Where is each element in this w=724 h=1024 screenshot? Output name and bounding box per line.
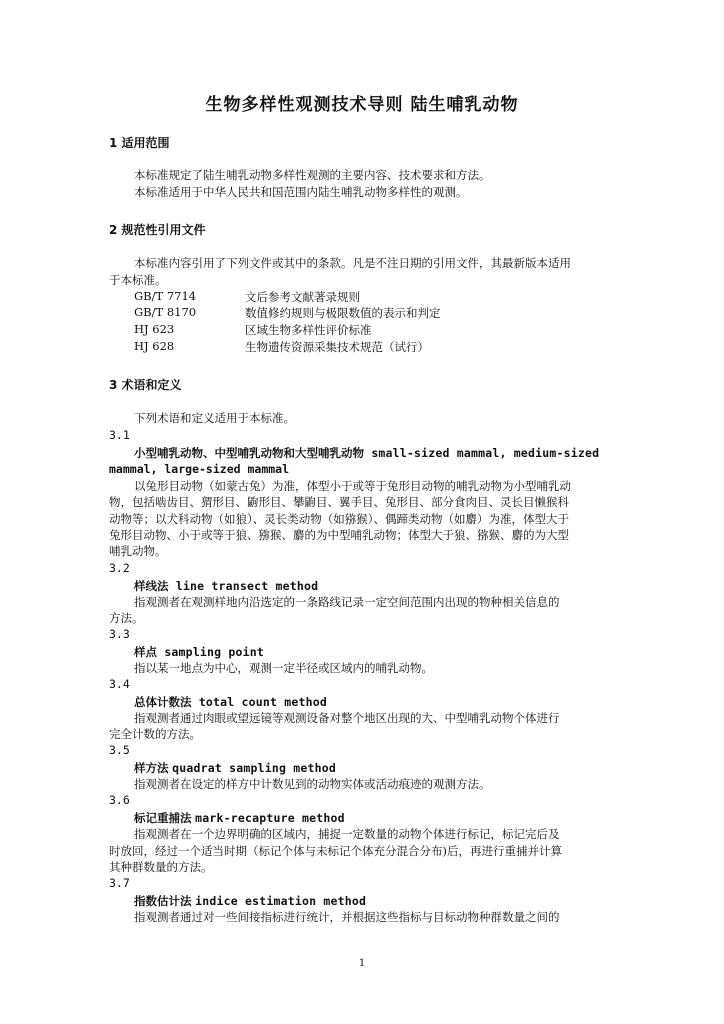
term-chinese: 样点	[134, 645, 157, 659]
term-english-continued: mammal, large-sized mammal	[109, 462, 290, 476]
term-chinese: 标记重捕法	[134, 811, 192, 825]
reference-code: HJ 628	[134, 339, 175, 353]
term-number: 3.2	[109, 561, 130, 575]
term-title	[134, 810, 345, 826]
reference-name: 生物遗传资源采集技术规范（试行）	[245, 340, 429, 354]
term-english: quadrat sampling method	[172, 761, 336, 775]
page-title: 生物多样性观测技术导则 陆生哺乳动物	[205, 95, 519, 115]
reference-code: GB/T 7714	[134, 289, 197, 303]
term-chinese: 总体计数法	[134, 695, 192, 709]
definition-line: 指以某一地点为中心，观测一定半径或区域内的哺乳动物。	[134, 661, 433, 675]
term-chinese: 样线法	[134, 579, 169, 593]
definition-line: 哺乳动物。	[109, 544, 167, 558]
reference-code: GB/T 8170	[134, 305, 197, 319]
term-number: 3.4	[109, 677, 130, 691]
definition-line: 时放回，经过一个适当时期（标记个体与未标记个体充分混合分布)后，再进行重捕并计算	[109, 844, 562, 858]
definition-line: 以兔形目动物（如蒙古兔）为准，体型小于或等于兔形目动物的哺乳动物为小型哺乳动	[134, 479, 571, 493]
reference-name: 文后参考文献著录规则	[245, 290, 360, 304]
reference-code: HJ 623	[134, 322, 175, 336]
paragraph: 本标准适用于中华人民共和国范围内陆生哺乳动物多样性的观测。	[134, 185, 468, 199]
term-number: 3.3	[109, 627, 130, 641]
paragraph: 本标准内容引用了下列文件或其中的条款。凡是不注日期的引用文件，其最新版本适用	[134, 256, 571, 270]
section-heading-2: 2 规范性引用文件	[109, 223, 206, 237]
term-title	[134, 760, 336, 776]
term-english: sampling point	[164, 645, 265, 659]
term-title	[134, 578, 318, 594]
term-title	[134, 445, 599, 461]
paragraph: 于本标准。	[109, 273, 167, 287]
term-number: 3.1	[109, 428, 130, 442]
page-number: 1	[358, 958, 366, 969]
definition-line: 指观测者在一个边界明确的区域内，捕捉一定数量的动物个体进行标记，标记完后及	[134, 827, 560, 841]
term-english: indice estimation method	[195, 894, 367, 908]
definition-line: 其种群数量的方法。	[109, 860, 213, 874]
definition-line: 指观测者通过肉眼或望远镜等观测设备对整个地区出现的大、中型哺乳动物个体进行	[134, 711, 560, 725]
term-title	[134, 694, 327, 710]
definition-line: 兔形目动物、小于或等于狼、猕猴、麝的为中型哺乳动物；体型大于狼、猕猴、麝的为大型	[109, 528, 569, 542]
definition-line: 指观测者在设定的样方中计数见到的动物实体或活动痕迹的观测方法。	[134, 777, 491, 791]
term-title	[134, 644, 264, 660]
definition-line: 动物等；以犬科动物（如狼）、灵长类动物（如猕猴）、偶蹄类动物（如麝）为准，体型大于	[109, 512, 569, 526]
term-number: 3.5	[109, 743, 130, 757]
reference-name: 区域生物多样性评价标准	[245, 323, 372, 337]
term-chinese: 小型哺乳动物、中型哺乳动物和大型哺乳动物	[134, 446, 364, 460]
section-heading-1: 1 适用范围	[109, 136, 170, 150]
definition-line: 方法。	[109, 611, 144, 625]
reference-name: 数值修约规则与极限数值的表示和判定	[245, 306, 441, 320]
term-english: line transect method	[175, 579, 319, 593]
term-chinese: 指数估计法	[134, 894, 192, 908]
definition-line: 指观测者在观测样地内沿选定的一条路线记录一定空间范围内出现的物种相关信息的	[134, 595, 560, 609]
term-number: 3.6	[109, 793, 130, 807]
section-heading-3: 3 术语和定义	[109, 378, 182, 392]
term-english: small-sized mammal, medium-sized	[371, 446, 600, 460]
paragraph: 下列术语和定义适用于本标准。	[134, 411, 295, 425]
term-chinese: 样方法	[134, 761, 169, 775]
definition-line: 指观测者通过对一些间接指标进行统计，并根据这些指标与目标动物种群数量之间的	[134, 910, 560, 924]
term-number: 3.7	[109, 876, 130, 890]
term-title	[134, 893, 366, 909]
term-english: mark-recapture method	[195, 811, 345, 825]
definition-line: 物，包括啮齿目、猬形目、鼩形目、攀鼩目、翼手目、兔形目、部分食肉目、灵长目懒猴科	[109, 495, 569, 509]
term-english: total count method	[198, 695, 328, 709]
definition-line: 完全计数的方法。	[109, 727, 201, 741]
paragraph: 本标准规定了陆生哺乳动物多样性观测的主要内容、技术要求和方法。	[134, 168, 491, 182]
